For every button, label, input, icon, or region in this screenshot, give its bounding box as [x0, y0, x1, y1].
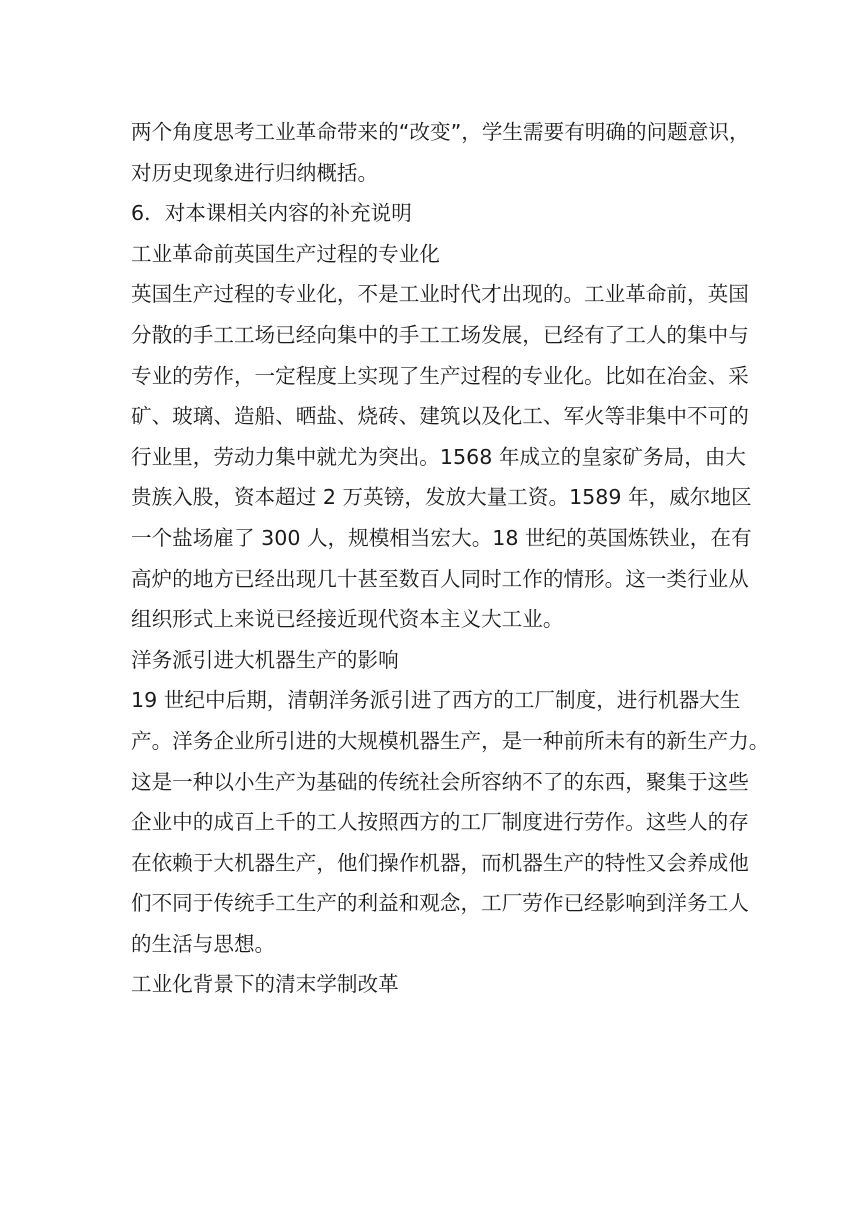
text-line: 两个角度思考工业革命带来的“改变”，学生需要有明确的问题意识， — [131, 120, 750, 144]
text-line: 组织形式上来说已经接近现代资本主义大工业。 — [131, 607, 564, 632]
text-line: 19 世纪中后期，清朝洋务派引进了西方的工厂制度，进行机器大生 — [131, 688, 741, 713]
text-line: 企业中的成百上千的工人按照西方的工厂制度进行劳作。这些人的存 — [131, 810, 749, 835]
topic-title-british-specialization: 工业革命前英国生产过程的专业化 — [131, 241, 440, 266]
text-line: 行业里，劳动力集中就尤为突出。1568 年成立的皇家矿务局，由大 — [131, 444, 746, 469]
topic-title-qing-school-reform: 工业化背景下的清末学制改革 — [131, 972, 399, 997]
intro-paragraph — [131, 112, 750, 193]
topic-title-westernization-machinery: 洋务派引进大机器生产的影响 — [131, 647, 399, 672]
text-line: 矿、玻璃、造船、晒盐、烧砖、建筑以及化工、军火等非集中不可的 — [131, 404, 749, 429]
text-line: 在依赖于大机器生产，他们操作机器，而机器生产的特性又会养成他 — [131, 850, 749, 875]
text-line: 产。洋务企业所引进的大规模机器生产，是一种前所未有的新生产力。 — [131, 728, 770, 753]
text-line: 英国生产过程的专业化，不是工业时代才出现的。工业革命前，英国 — [131, 282, 749, 307]
text-line: 专业的劳作，一定程度上实现了生产过程的专业化。比如在冶金、采 — [131, 363, 749, 388]
text-line: 高炉的地方已经出现几十甚至数百人同时工作的情形。这一类行业从 — [131, 566, 749, 591]
text-line: 的生活与思想。 — [131, 931, 276, 956]
text-line: 贵族入股，资本超过 2 万英镑，发放大量工资。1589 年，威尔地区 — [131, 485, 752, 510]
text-line: 们不同于传统手工生产的利益和观念，工厂劳作已经影响到洋务工人 — [131, 891, 749, 916]
section-heading: 6．对本课相关内容的补充说明 — [131, 201, 412, 226]
text-line: 一个盐场雇了 300 人，规模相当宏大。18 世纪的英国炼铁业，在有 — [131, 525, 752, 550]
text-line: 对历史现象进行归纳概括。 — [131, 160, 379, 185]
westernization-machinery-paragraph — [131, 680, 770, 964]
british-specialization-paragraph — [131, 274, 752, 639]
document-body — [131, 112, 770, 1005]
text-line: 这是一种以小生产为基础的传统社会所容纳不了的东西，聚集于这些 — [131, 769, 749, 794]
text-line: 分散的手工工场已经向集中的手工工场发展，已经有了工人的集中与 — [131, 322, 749, 347]
